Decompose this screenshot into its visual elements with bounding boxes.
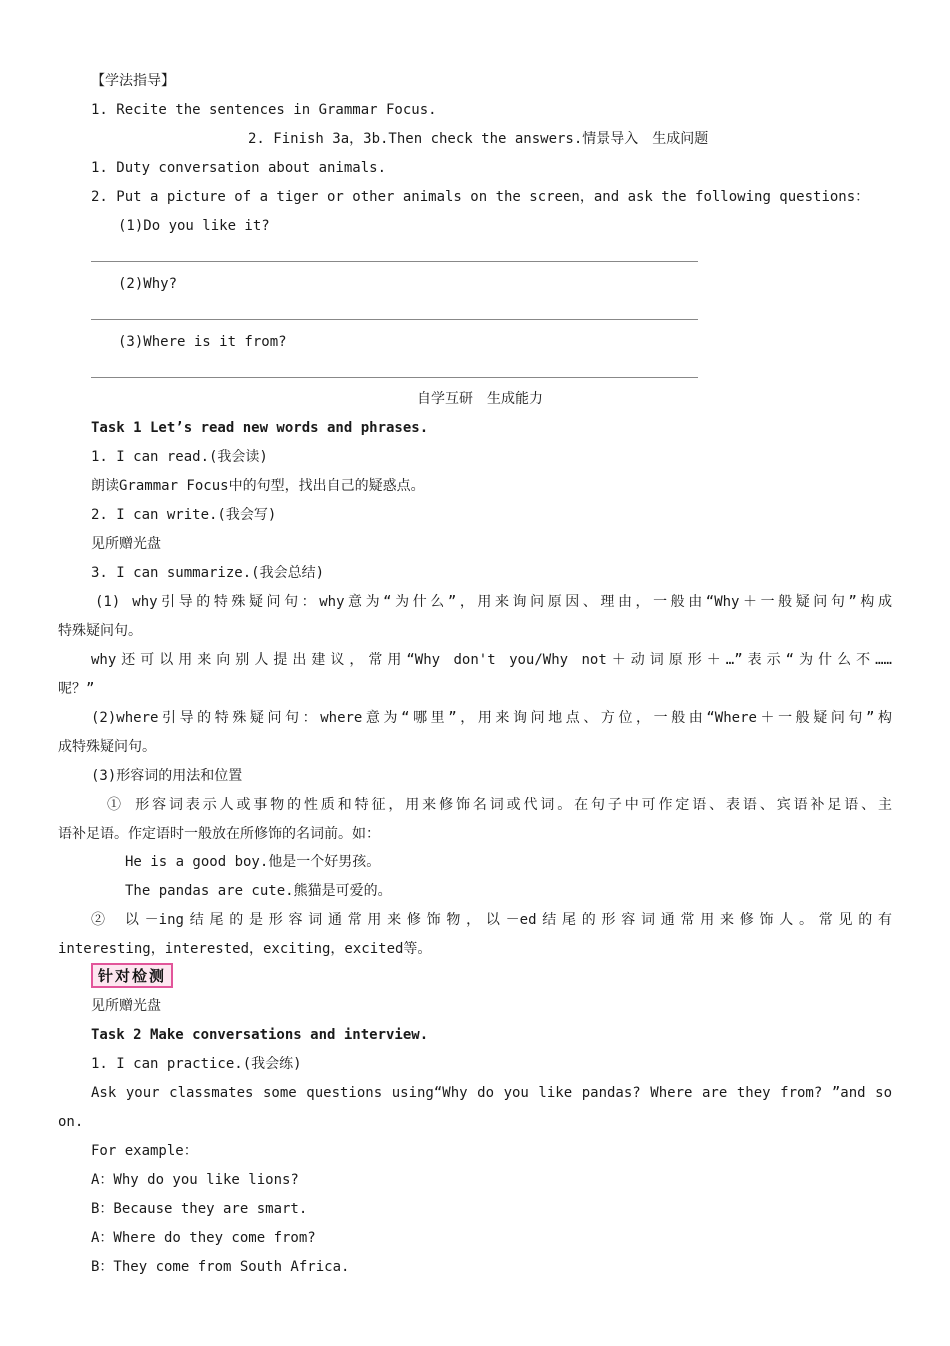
targeted-check-badge: 针对检测 — [91, 963, 173, 988]
dialog-line: A：Why do you like lions? — [91, 1172, 299, 1188]
question-1: (1)Do you like it? — [118, 218, 270, 234]
why-suggestion-line-2: 呢？” — [58, 681, 95, 697]
adjective-heading: (3)形容词的用法和位置 — [91, 768, 243, 784]
where-paragraph-line-1: (2)where引导的特殊疑问句：where意为“哪里”，用来询问地点、方位，一般由“Where＋一般疑问句”构 — [91, 710, 892, 726]
write-text: 见所赠光盘 — [91, 536, 161, 552]
question-2: (2)Why? — [118, 276, 178, 292]
task-1-title: Task 1 Let’s read new words and phrases. — [91, 420, 429, 436]
dialog-line: B：They come from South Africa. — [91, 1259, 350, 1275]
lead-in-line-2: 2. Put a picture of a tiger or other animals on the screen，and ask the following questions： — [91, 189, 870, 205]
practice-label: 1. I can practice.(我会练) — [91, 1056, 302, 1072]
ing-ed-line-1: ② 以－ing结尾的是形容词通常用来修饰物，以－ed结尾的形容词通常用来修饰人。常见的有 — [91, 912, 892, 928]
adjective-rule-line-1: ① 形容词表示人或事物的性质和特征，用来修饰名词或代词。在句子中可作定语、表语、宾语补足语、主 — [107, 797, 892, 813]
adjective-rule-line-2: 语补足语。作定语时一般放在所修饰的名词前。如： — [58, 826, 380, 842]
answer-line-3 — [91, 377, 698, 378]
example-label: For example： — [91, 1143, 198, 1159]
example-2: The pandas are cute.熊猫是可爱的。 — [125, 883, 392, 899]
answer-line-2 — [91, 319, 698, 320]
question-3: (3)Where is it from? — [118, 334, 287, 350]
lead-in-line-1: 1. Duty conversation about animals. — [91, 160, 387, 176]
answer-line-1 — [91, 261, 698, 262]
dialog-line: A：Where do they come from? — [91, 1230, 316, 1246]
dialog-line: B：Because they are smart. — [91, 1201, 308, 1217]
where-paragraph-line-2: 成特殊疑问句。 — [58, 739, 156, 755]
read-label: 1. I can read.(我会读) — [91, 449, 268, 465]
read-text: 朗读Grammar Focus中的句型，找出自己的疑惑点。 — [91, 478, 425, 494]
study-guide-heading: 【学法指导】 — [91, 73, 175, 89]
summarize-label: 3. I can summarize.(我会总结) — [91, 565, 325, 581]
study-guide-line-1: 1. Recite the sentences in Grammar Focus. — [91, 102, 437, 118]
practice-line-2: on. — [58, 1114, 84, 1130]
practice-line-1: Ask your classmates some questions using“Why do you like pandas? Where are they from? ”and so — [91, 1085, 892, 1101]
why-suggestion-line-1: why还可以用来向别人提出建议，常用“Why don't you/Why not＋动词原形＋…”表示“为什么不…… — [91, 652, 892, 668]
targeted-check-text: 见所赠光盘 — [91, 998, 161, 1014]
why-paragraph-line-1: (1) why引导的特殊疑问句：why意为“为什么”，用来询问原因、理由，一般由“Why＋一般疑问句”构成 — [95, 594, 892, 610]
example-1: He is a good boy.他是一个好男孩。 — [125, 854, 381, 870]
task-2-title: Task 2 Make conversations and interview. — [91, 1027, 429, 1043]
study-guide-line-2: 2. Finish 3a，3b.Then check the answers.情景导入 生成问题 — [248, 131, 709, 147]
section-heading: 自学互研 生成能力 — [417, 391, 543, 407]
write-label: 2. I can write.(我会写) — [91, 507, 277, 523]
why-paragraph-line-2: 特殊疑问句。 — [58, 623, 142, 639]
ing-ed-line-2: interesting，interested，exciting，excited等。 — [58, 941, 432, 957]
